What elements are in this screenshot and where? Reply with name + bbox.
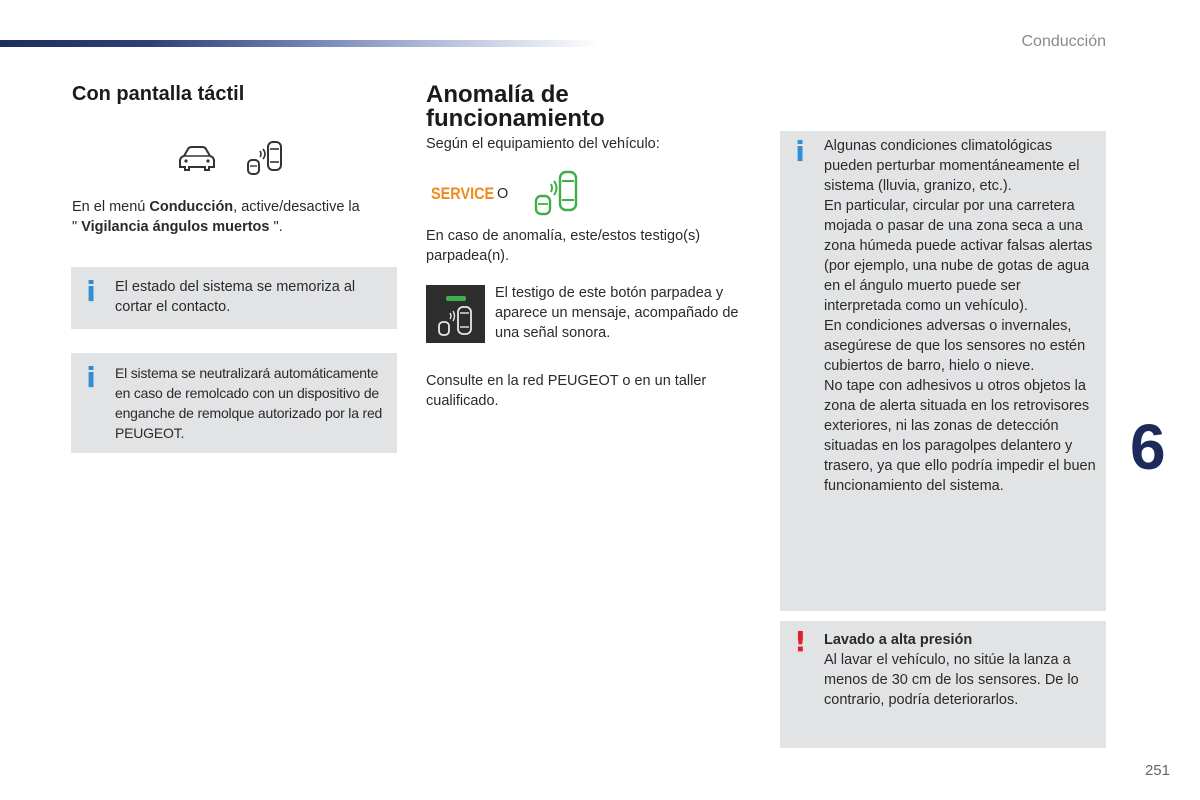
malfunction-heading: Anomalía de funcionamiento [426, 81, 605, 132]
header-gradient-bar [0, 40, 600, 47]
info-line: Algunas condiciones climatológicas pueden perturbar momentáneamente el sistema (lluvia, granizo, etc.). [824, 138, 1080, 194]
info-box-memory [71, 267, 397, 329]
warning-body: Al lavar el vehículo, no sitúe la lanza a menos de 30 cm de los sensores. De lo contrario, podría deteriorarlos. [824, 652, 1079, 708]
info-line: En particular, circular por una carretera mojada o pasar de una zona seca a una zona húmeda puede activar falsas alertas (por ejemplo, una nube de gotas de agua en el ángulo muerto puede ser interpretada como un vehículo). [824, 198, 1093, 314]
info-icon: i [86, 361, 96, 394]
function-name: Vigilancia ángulos muertos [81, 219, 270, 235]
info-text: El estado del sistema se memoriza al cortar el contacto. [115, 279, 356, 315]
page-number: 251 [1144, 762, 1170, 779]
info-line: En condiciones adversas o invernales, asegúrese de que los sensores no estén cubiertos de barro, hielo o nieve. [824, 318, 1086, 374]
info-line: No tape con adhesivos u otros objetos la zona de alerta situada en los retrovisores exteriores, ni las zonas de detección situadas en los paragolpes delantero y trasero, ya que ello podría impedir el buen funcionamiento del sistema. [824, 378, 1096, 494]
info-box-weather [780, 131, 1106, 611]
consult-text: Consulte en la red PEUGEOT o en un taller cualificado. [426, 373, 707, 409]
service-warning-label: SERVICE [431, 184, 495, 203]
menu-name: Conducción [149, 199, 234, 215]
chapter-number: 6 [1130, 411, 1166, 483]
warning-box-pressure-washing [780, 621, 1106, 748]
info-icon: i [86, 275, 96, 308]
anomaly-text: En caso de anomalía, este/estos testigo(s) parpadea(n). [426, 228, 701, 264]
blind-spot-button-icon [426, 285, 485, 343]
info-box-towing [71, 353, 397, 453]
info-text: El sistema se neutralizará automáticamente en caso de remolcado con un dispositivo de enganche de remolque autorizado por la red PEUGEOT. [115, 365, 383, 441]
or-text: O [497, 186, 509, 202]
warning-text [824, 630, 1100, 710]
car-front-icon [178, 146, 216, 172]
button-warning-text: El testigo de este botón parpadea y aparece un mensaje, acompañado de una señal sonora. [495, 285, 739, 341]
warning-icon: ! [794, 625, 807, 658]
menu-instruction: En el menú Conducción, active/desactive la " Vigilancia ángulos muertos ". [72, 199, 360, 235]
blind-spot-icon [244, 140, 284, 176]
info-text [824, 136, 1100, 496]
info-icon: i [795, 135, 805, 168]
touchscreen-heading: Con pantalla táctil [72, 83, 245, 105]
equipment-text: Según el equipamiento del vehículo: [426, 136, 660, 152]
section-title: Conducción [1021, 33, 1106, 50]
blind-spot-warning-icon [532, 170, 580, 216]
warning-title: Lavado a alta presión [824, 632, 973, 648]
